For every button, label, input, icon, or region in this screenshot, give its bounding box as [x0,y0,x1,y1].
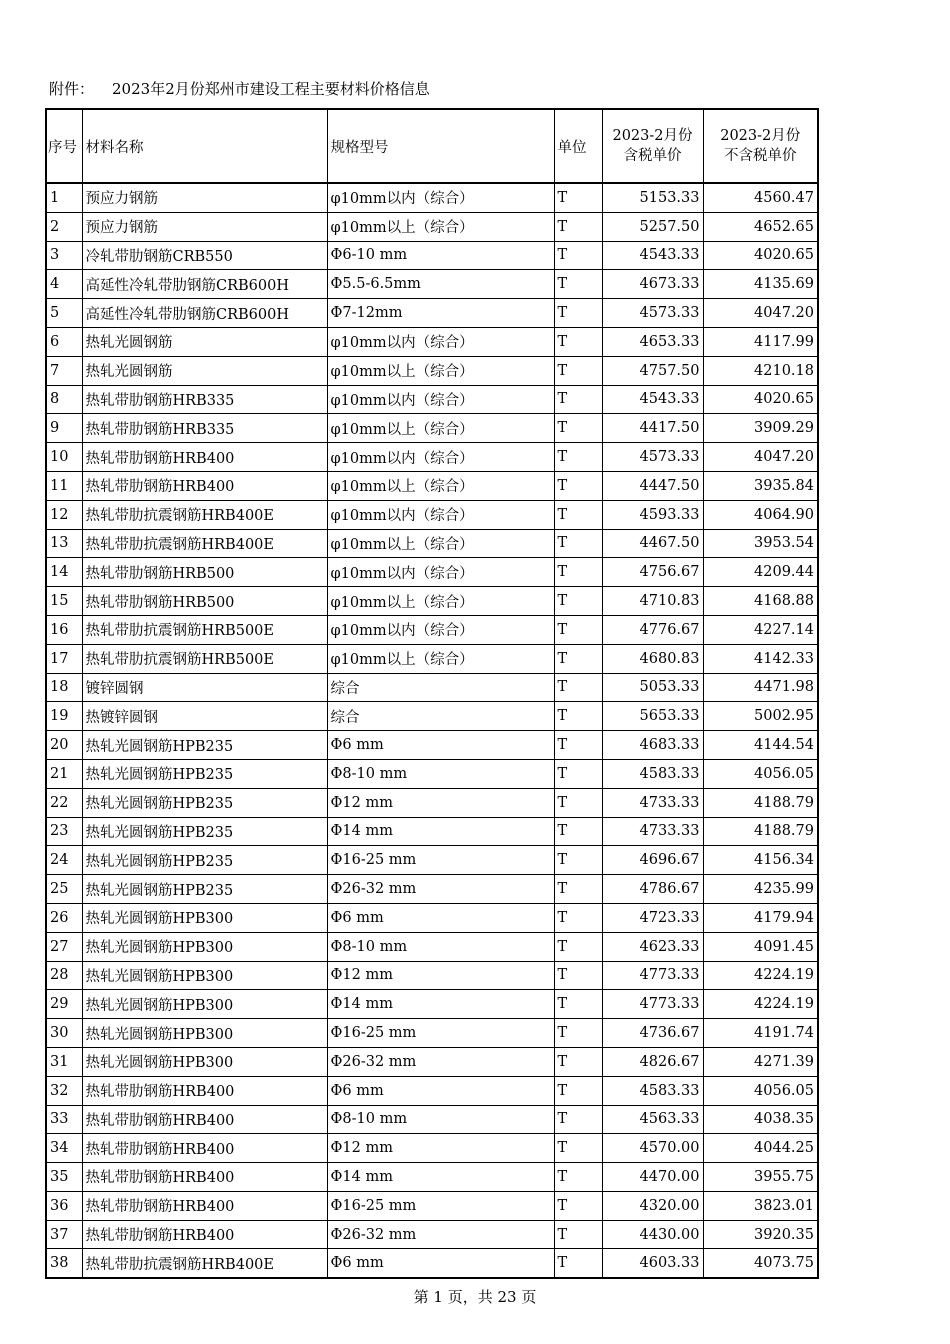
cell-seq: 18 [46,673,82,702]
cell-price-notax: 4047.20 [703,443,818,472]
cell-spec: φ10mm以内（综合） [327,443,554,472]
table-row [46,1019,818,1048]
cell-unit: T [554,961,602,990]
cell-seq: 6 [46,327,82,356]
cell-seq: 30 [46,1019,82,1048]
cell-unit: T [554,673,602,702]
table-row [46,759,818,788]
cell-unit: T [554,788,602,817]
cell-price-tax: 5053.33 [602,673,703,702]
cell-name: 热轧带肋钢筋HRB400 [82,1163,327,1192]
cell-price-tax: 4680.83 [602,644,703,673]
cell-name: 热轧光圆钢筋HPB235 [82,759,327,788]
cell-spec: Φ14 mm [327,990,554,1019]
cell-spec: Φ14 mm [327,1163,554,1192]
cell-unit: T [554,356,602,385]
cell-price-notax: 4224.19 [703,961,818,990]
cell-spec: φ10mm以内（综合） [327,327,554,356]
cell-seq: 33 [46,1105,82,1134]
table-row [46,1220,818,1249]
cell-price-notax: 4560.47 [703,183,818,212]
cell-spec: 综合 [327,673,554,702]
table-row [46,1105,818,1134]
cell-price-tax: 5257.50 [602,212,703,241]
cell-unit: T [554,414,602,443]
cell-unit: T [554,759,602,788]
cell-name: 热轧光圆钢筋HPB235 [82,731,327,760]
cell-price-notax: 4142.33 [703,644,818,673]
cell-price-notax: 4191.74 [703,1019,818,1048]
cell-spec: Φ16-25 mm [327,1019,554,1048]
cell-price-tax: 4733.33 [602,788,703,817]
cell-spec: φ10mm以上（综合） [327,644,554,673]
cell-spec: φ10mm以上（综合） [327,356,554,385]
header-unit: 单位 [554,109,602,183]
cell-price-notax: 4271.39 [703,1047,818,1076]
cell-unit: T [554,1134,602,1163]
cell-seq: 38 [46,1249,82,1278]
cell-spec: φ10mm以上（综合） [327,212,554,241]
cell-unit: T [554,471,602,500]
table-row [46,500,818,529]
cell-name: 热轧光圆钢筋HPB300 [82,903,327,932]
cell-name: 热轧光圆钢筋HPB300 [82,990,327,1019]
cell-price-tax: 4757.50 [602,356,703,385]
cell-spec: Φ6 mm [327,1249,554,1278]
cell-seq: 13 [46,529,82,558]
cell-spec: φ10mm以内（综合） [327,615,554,644]
cell-price-tax: 4603.33 [602,1249,703,1278]
table-row [46,644,818,673]
cell-spec: Φ16-25 mm [327,846,554,875]
cell-unit: T [554,587,602,616]
table-row [46,903,818,932]
cell-seq: 17 [46,644,82,673]
table-row [46,702,818,731]
cell-unit: T [554,990,602,1019]
cell-price-notax: 4156.34 [703,846,818,875]
cell-spec: 综合 [327,702,554,731]
cell-price-notax: 4056.05 [703,759,818,788]
cell-name: 热轧带肋钢筋HRB500 [82,587,327,616]
table-row [46,817,818,846]
cell-price-tax: 4773.33 [602,961,703,990]
cell-price-tax: 4470.00 [602,1163,703,1192]
cell-price-tax: 4733.33 [602,817,703,846]
cell-price-tax: 4786.67 [602,875,703,904]
cell-price-notax: 4224.19 [703,990,818,1019]
cell-unit: T [554,615,602,644]
document-title [49,78,430,99]
page-footer: 第 1 页，共 23 页 [413,1288,537,1306]
table-row [46,414,818,443]
table-row [46,558,818,587]
cell-unit: T [554,385,602,414]
table-row [46,385,818,414]
cell-name: 热轧带肋钢筋HRB335 [82,414,327,443]
cell-unit: T [554,327,602,356]
table-row [46,932,818,961]
cell-name: 热轧带肋钢筋HRB400 [82,1220,327,1249]
cell-seq: 9 [46,414,82,443]
cell-spec: Φ8-10 mm [327,932,554,961]
cell-unit: T [554,644,602,673]
cell-spec: φ10mm以内（综合） [327,183,554,212]
cell-spec: Φ8-10 mm [327,1105,554,1134]
cell-price-notax: 4056.05 [703,1076,818,1105]
table-row [46,587,818,616]
cell-name: 热轧光圆钢筋HPB235 [82,788,327,817]
cell-spec: Φ6-10 mm [327,241,554,270]
table-row [46,212,818,241]
cell-name: 热轧带肋抗震钢筋HRB400E [82,500,327,529]
cell-unit: T [554,443,602,472]
cell-spec: Φ5.5-6.5mm [327,270,554,299]
cell-seq: 26 [46,903,82,932]
cell-name: 热轧带肋钢筋HRB400 [82,1191,327,1220]
cell-price-tax: 4756.67 [602,558,703,587]
cell-price-notax: 4038.35 [703,1105,818,1134]
cell-unit: T [554,731,602,760]
cell-spec: φ10mm以上（综合） [327,414,554,443]
cell-seq: 23 [46,817,82,846]
header-price-notax-line2: 不含税单价 [724,148,797,164]
price-table [45,108,819,1279]
cell-price-notax: 4188.79 [703,788,818,817]
table-row [46,788,818,817]
cell-price-notax: 4235.99 [703,875,818,904]
table-row [46,961,818,990]
cell-seq: 25 [46,875,82,904]
header-price-tax [602,109,703,183]
cell-name: 热轧光圆钢筋 [82,356,327,385]
cell-seq: 37 [46,1220,82,1249]
header-price-tax-line2: 含税单价 [623,148,682,164]
cell-price-tax: 4573.33 [602,299,703,328]
cell-unit: T [554,1019,602,1048]
cell-price-tax: 4623.33 [602,932,703,961]
cell-price-tax: 4583.33 [602,1076,703,1105]
cell-price-notax: 3935.84 [703,471,818,500]
cell-price-notax: 4188.79 [703,817,818,846]
cell-price-notax: 4471.98 [703,673,818,702]
cell-price-notax: 4227.14 [703,615,818,644]
table-row [46,270,818,299]
cell-seq: 12 [46,500,82,529]
cell-name: 冷轧带肋钢筋CRB550 [82,241,327,270]
cell-price-notax: 4652.65 [703,212,818,241]
cell-seq: 31 [46,1047,82,1076]
header-name: 材料名称 [82,109,327,183]
cell-price-notax: 4144.54 [703,731,818,760]
cell-spec: Φ6 mm [327,731,554,760]
cell-unit: T [554,1047,602,1076]
cell-seq: 3 [46,241,82,270]
cell-price-tax: 4467.50 [602,529,703,558]
cell-name: 热轧带肋钢筋HRB335 [82,385,327,414]
cell-seq: 32 [46,1076,82,1105]
table-row [46,471,818,500]
cell-spec: φ10mm以上（综合） [327,529,554,558]
table-row [46,1076,818,1105]
table-row [46,299,818,328]
table-row [46,1134,818,1163]
cell-price-notax: 4020.65 [703,241,818,270]
cell-unit: T [554,1249,602,1278]
cell-seq: 36 [46,1191,82,1220]
cell-name: 热轧光圆钢筋HPB235 [82,875,327,904]
cell-name: 热轧带肋抗震钢筋HRB500E [82,615,327,644]
cell-price-notax: 4091.45 [703,932,818,961]
cell-name: 高延性冷轧带肋钢筋CRB600H [82,299,327,328]
cell-unit: T [554,558,602,587]
cell-spec: Φ26-32 mm [327,1047,554,1076]
table-row [46,990,818,1019]
cell-price-tax: 5653.33 [602,702,703,731]
cell-unit: T [554,702,602,731]
cell-name: 预应力钢筋 [82,183,327,212]
cell-unit: T [554,1105,602,1134]
cell-seq: 29 [46,990,82,1019]
cell-seq: 11 [46,471,82,500]
cell-price-tax: 4583.33 [602,759,703,788]
table-row [46,443,818,472]
cell-spec: Φ26-32 mm [327,1220,554,1249]
cell-spec: Φ12 mm [327,788,554,817]
cell-price-tax: 4723.33 [602,903,703,932]
cell-seq: 14 [46,558,82,587]
cell-seq: 15 [46,587,82,616]
cell-seq: 4 [46,270,82,299]
cell-unit: T [554,875,602,904]
cell-seq: 21 [46,759,82,788]
cell-price-tax: 4430.00 [602,1220,703,1249]
cell-price-tax: 4543.33 [602,385,703,414]
cell-name: 热轧带肋钢筋HRB400 [82,471,327,500]
cell-price-tax: 4776.67 [602,615,703,644]
cell-price-tax: 4563.33 [602,1105,703,1134]
cell-name: 热轧带肋抗震钢筋HRB400E [82,529,327,558]
cell-price-tax: 4543.33 [602,241,703,270]
cell-price-tax: 4593.33 [602,500,703,529]
cell-seq: 16 [46,615,82,644]
cell-price-tax: 4673.33 [602,270,703,299]
cell-spec: Φ7-12mm [327,299,554,328]
table-row [46,1249,818,1278]
cell-spec: Φ6 mm [327,903,554,932]
cell-price-notax: 4073.75 [703,1249,818,1278]
cell-seq: 20 [46,731,82,760]
cell-unit: T [554,299,602,328]
cell-spec: Φ26-32 mm [327,875,554,904]
cell-seq: 2 [46,212,82,241]
table-row [46,183,818,212]
table-header-row [46,109,818,183]
table-row [46,327,818,356]
cell-spec: φ10mm以内（综合） [327,500,554,529]
cell-seq: 7 [46,356,82,385]
cell-seq: 35 [46,1163,82,1192]
title-prefix: 附件： [49,80,95,98]
cell-price-tax: 4570.00 [602,1134,703,1163]
cell-price-notax: 4179.94 [703,903,818,932]
cell-name: 预应力钢筋 [82,212,327,241]
cell-seq: 5 [46,299,82,328]
cell-seq: 8 [46,385,82,414]
cell-price-tax: 5153.33 [602,183,703,212]
cell-spec: Φ16-25 mm [327,1191,554,1220]
cell-spec: φ10mm以内（综合） [327,558,554,587]
cell-unit: T [554,817,602,846]
cell-price-notax: 3953.54 [703,529,818,558]
header-spec: 规格型号 [327,109,554,183]
cell-unit: T [554,1163,602,1192]
cell-price-notax: 3909.29 [703,414,818,443]
table-row [46,241,818,270]
cell-price-notax: 4047.20 [703,299,818,328]
cell-seq: 28 [46,961,82,990]
cell-unit: T [554,500,602,529]
cell-spec: φ10mm以上（综合） [327,587,554,616]
cell-name: 高延性冷轧带肋钢筋CRB600H [82,270,327,299]
cell-name: 热镀锌圆钢 [82,702,327,731]
cell-price-notax: 3920.35 [703,1220,818,1249]
cell-price-notax: 3823.01 [703,1191,818,1220]
cell-spec: Φ14 mm [327,817,554,846]
cell-name: 热轧带肋钢筋HRB400 [82,1105,327,1134]
cell-seq: 34 [46,1134,82,1163]
cell-seq: 27 [46,932,82,961]
header-price-notax-line1: 2023-2月份 [720,128,801,144]
cell-name: 热轧光圆钢筋HPB235 [82,817,327,846]
cell-unit: T [554,529,602,558]
cell-unit: T [554,183,602,212]
cell-unit: T [554,1076,602,1105]
cell-unit: T [554,932,602,961]
table-row [46,846,818,875]
header-seq: 序号 [46,109,82,183]
cell-price-tax: 4417.50 [602,414,703,443]
cell-price-tax: 4573.33 [602,443,703,472]
header-price-tax-line1: 2023-2月份 [612,128,693,144]
cell-price-tax: 4696.67 [602,846,703,875]
cell-price-tax: 4447.50 [602,471,703,500]
cell-unit: T [554,846,602,875]
cell-price-notax: 5002.95 [703,702,818,731]
cell-spec: Φ12 mm [327,1134,554,1163]
cell-seq: 24 [46,846,82,875]
cell-price-tax: 4826.67 [602,1047,703,1076]
cell-name: 热轧光圆钢筋HPB300 [82,1019,327,1048]
cell-price-notax: 4117.99 [703,327,818,356]
cell-price-tax: 4710.83 [602,587,703,616]
cell-unit: T [554,1220,602,1249]
cell-spec: Φ6 mm [327,1076,554,1105]
cell-price-notax: 4210.18 [703,356,818,385]
cell-unit: T [554,1191,602,1220]
table-body [46,183,818,1278]
cell-name: 热轧带肋抗震钢筋HRB500E [82,644,327,673]
cell-price-tax: 4683.33 [602,731,703,760]
cell-name: 热轧带肋抗震钢筋HRB400E [82,1249,327,1278]
cell-name: 热轧光圆钢筋HPB300 [82,961,327,990]
header-price-notax [703,109,818,183]
cell-name: 热轧光圆钢筋 [82,327,327,356]
cell-unit: T [554,903,602,932]
table-row [46,875,818,904]
cell-spec: Φ12 mm [327,961,554,990]
cell-name: 热轧带肋钢筋HRB400 [82,1134,327,1163]
cell-price-tax: 4653.33 [602,327,703,356]
cell-seq: 1 [46,183,82,212]
cell-price-notax: 4020.65 [703,385,818,414]
table-row [46,529,818,558]
cell-name: 热轧带肋钢筋HRB400 [82,1076,327,1105]
table-row [46,1163,818,1192]
cell-price-notax: 4209.44 [703,558,818,587]
cell-price-tax: 4773.33 [602,990,703,1019]
cell-unit: T [554,270,602,299]
cell-price-tax: 4736.67 [602,1019,703,1048]
cell-price-notax: 4044.25 [703,1134,818,1163]
table-row [46,356,818,385]
cell-price-notax: 3955.75 [703,1163,818,1192]
cell-name: 镀锌圆钢 [82,673,327,702]
cell-name: 热轧光圆钢筋HPB300 [82,932,327,961]
cell-price-notax: 4168.88 [703,587,818,616]
cell-spec: Φ8-10 mm [327,759,554,788]
cell-spec: φ10mm以上（综合） [327,471,554,500]
title-text: 2023年2月份郑州市建设工程主要材料价格信息 [112,80,430,98]
table-row [46,1047,818,1076]
cell-seq: 22 [46,788,82,817]
cell-name: 热轧带肋钢筋HRB500 [82,558,327,587]
cell-seq: 19 [46,702,82,731]
table-row [46,731,818,760]
table-row [46,1191,818,1220]
table-row [46,673,818,702]
cell-name: 热轧光圆钢筋HPB235 [82,846,327,875]
cell-unit: T [554,241,602,270]
cell-price-tax: 4320.00 [602,1191,703,1220]
cell-unit: T [554,212,602,241]
cell-price-notax: 4064.90 [703,500,818,529]
cell-seq: 10 [46,443,82,472]
cell-price-notax: 4135.69 [703,270,818,299]
cell-name: 热轧光圆钢筋HPB300 [82,1047,327,1076]
table-row [46,615,818,644]
cell-name: 热轧带肋钢筋HRB400 [82,443,327,472]
cell-spec: φ10mm以内（综合） [327,385,554,414]
